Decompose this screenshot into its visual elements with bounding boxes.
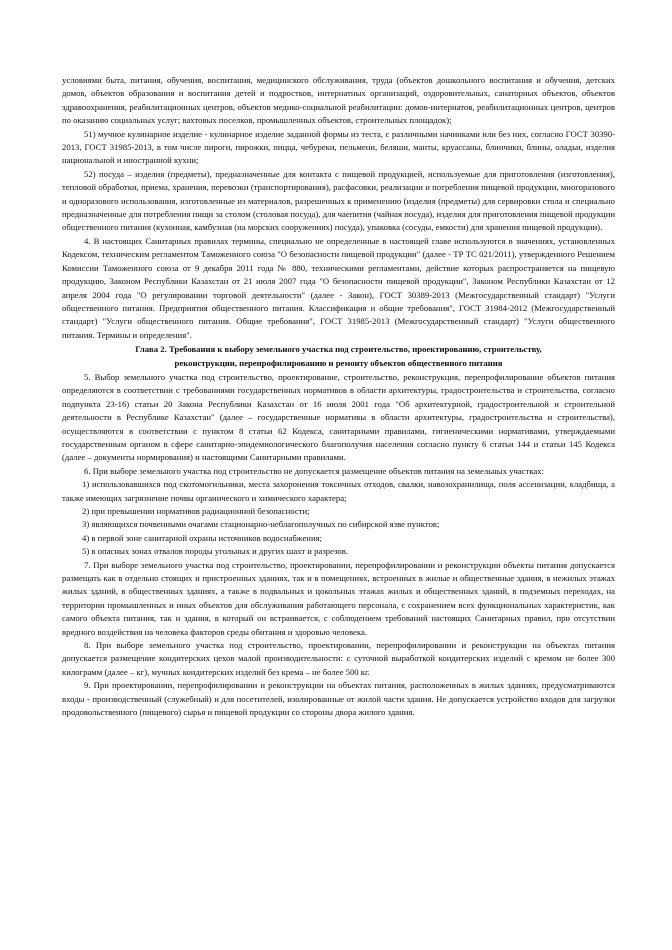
- list-item: 4) в первой зоне санитарной охраны источников водоснабжения;: [82, 532, 323, 543]
- paragraph-continuation: условиями быта, питания, обучения, воспитания, медицинского обслуживания, труда (объектов дошкольного воспитания и обучения, детских домов, объектов образования и воспитания детей и подростков, интернатных организаций, оздоровительных, санаторных объектов, объектов здравоохранения, реабилитационных центров, объектов медико-социальной реабилитации: домов-интернатов, реабилитационных центров, центров по оказанию социальных услуг; вахтовых поселков, промышленных объектов, строительных площадок);: [62, 75, 615, 126]
- paragraph-point-9: 9. При проектировании, перепрофилировании и реконструкции на объектах питания, расположенных в жилых зданиях, предусматриваются входы - производственный (служебный) и для посетителей, изолированные от жилой части здания. Не допускается устройство входов для загрузки продовольственного (пищевого) сырья и пищевой продукции со стороны двора жилого здания.: [62, 680, 615, 718]
- chapter-heading: [62, 343, 615, 370]
- list-item: 1) использовавшихся под скотомогильники, места захоронения токсичных отходов, свалки, навозохранилища, поля ассенизации, кладбища, а также имеющих загрязнение почвы органического и химического характера;: [62, 479, 615, 503]
- paragraph-point-5: 5. Выбор земельного участка под строительство, проектирование, строительство, реконструкция, перепрофилирование объектов питания определяются в соответствии с требованиями государственных нормативов в области архитектуры, градостроительства и строительства, согласно подпункта 23-16) статьи 20 Закона Республики Казахстан от 16 июля 2001 года "Об архитектурной, градостроительной и строительной деятельности в Республике Казахстан" (далее – государственные нормативы в области архитектуры, градостроительства и строительства), осуществляются в соответствии с пунктом 8 статьи 62 Кодекса, санитарными правилами, гигиеническими нормативами, утверждаемыми государственным органом в сфере санитарно-эпидемиологического благополучия населения согласно пункту 6 статьи 144 и статьи 145 Кодекса (далее – документы нормирования) и настоящими Санитарными правилами.: [62, 371, 615, 463]
- paragraph-item-51: 51) мучное кулинарное изделие - кулинарное изделие заданной формы из теста, с различными начинками или без них, согласно ГОСТ 30390-2013, ГОСТ 31985-2013, в том числе пироги, пирожки, пицца, чебуреки, пельмени, беляши, манты, круассаны, блинчики, блины, оладьи, изделия национальной и иностранной кухни;: [62, 128, 615, 166]
- list-item: 2) при превышении нормативов радиационной безопасности;: [82, 506, 310, 516]
- paragraph-point-4: 4. В настоящих Санитарных правилах термины, специально не определенные в настоящей главе используются в значениях, установленных Кодексом, техническим регламентом Таможенного союза "О безопасности пищевой продукции" (далее - ТР ТС 021/2011), утвержденного Решением Комиссии Таможенного союза от 9 декабря 2011 года № 880, техническими регламентами, действие которых распространяется на пищевую продукцию, Законом Республики Казахстан от 21 июля 2007 года "О безопасности пищевой продукции", Законом Республики Казахстан от 12 апреля 2004 года "О регулировании торговой деятельности" (далее - Закон), ГОСТ 30389-2013 (Межгосударственный стандарт) "Услуги общественного питания. Предприятия общественного питания. Классификация и общие требования", ГОСТ 31984-2012 (Межгосударственный стандарт) "Услуги общественного питания. Общие требования", ГОСТ 31985-2013 (Межгосударственный стандарт) "Услуги общественного питания. Термины и определения".: [62, 235, 615, 340]
- chapter-heading-line-1: Глава 2. Требования к выбору земельного участка под строительство, проектированию, строительству,: [135, 344, 542, 355]
- list-item: 3) являющихся почвенными очагами стационарно-неблагополучных по сибирской язве пунктов;: [82, 519, 440, 530]
- paragraph-item-52: 52) посуда – изделия (предметы), предназначенные для контакта с пищевой продукцией, используемые для приготовления (изготовления), тепловой обработки, приема, хранения, перевозки (транспортирования), расфасовки, реализации и потребления пищевой продукции, многоразового и одноразового использования, изготовленные из материалов, разрешенных к применению (изделия (предметы) для сервировки стола и специально предназначенные для потребления пищи за столом (столовая посуда), для чаепития (чайная посуда), изделия для приготовления пищевой продукции общественного питания (кухонная, камбузная (на морских сооружениях) посуда), упаковка (сосуды, емкости) для хранения пищевой продукции).: [62, 168, 615, 233]
- chapter-heading-line-2: реконструкции, перепрофилированию и ремонту объектов общественного питания: [174, 357, 503, 368]
- document-page: [62, 74, 615, 720]
- paragraph-point-8: 8. При выборе земельного участка под строительство, проектировании, перепрофилировании и реконструкции на объектах питания допускается размещение кондитерских цехов малой производительности: с суточной выработкой кондитерских изделий с кремом не более 300 килограмм (далее – кг), мучных кондитерских изделий без крема – не более 500 кг.: [62, 640, 615, 677]
- paragraph-point-6: 6. При выборе земельного участка под строительство не допускается размещение объектов питания на земельных участках:: [84, 465, 545, 476]
- paragraph-point-7: 7. При выборе земельного участка под строительство, проектировании, перепрофилировании и реконструкции объекты питания допускается размещать как в отдельно стоящих и пристроенных зданиях, так и в помещениях, встроенных в жилые и общественные здания, в нежилых этажах жилых зданий, в общественных зданиях, а также в подвальных и цокольных этажах жилых и общественных зданий, в подземных переходах, на территории промышленных и иных объектов для обслуживания работающего персонала, с сохранением всех функциональных характеристик, как самого объекта питания, так и здания, в который он встраивается, с соблюдением требований настоящих Санитарных правил, при отсутствии вредного воздействия на человека факторов среды обитания и здоровью человека.: [62, 559, 615, 637]
- list-item: 5) в опасных зонах отвалов породы угольных и других шахт и разрезов.: [82, 546, 349, 557]
